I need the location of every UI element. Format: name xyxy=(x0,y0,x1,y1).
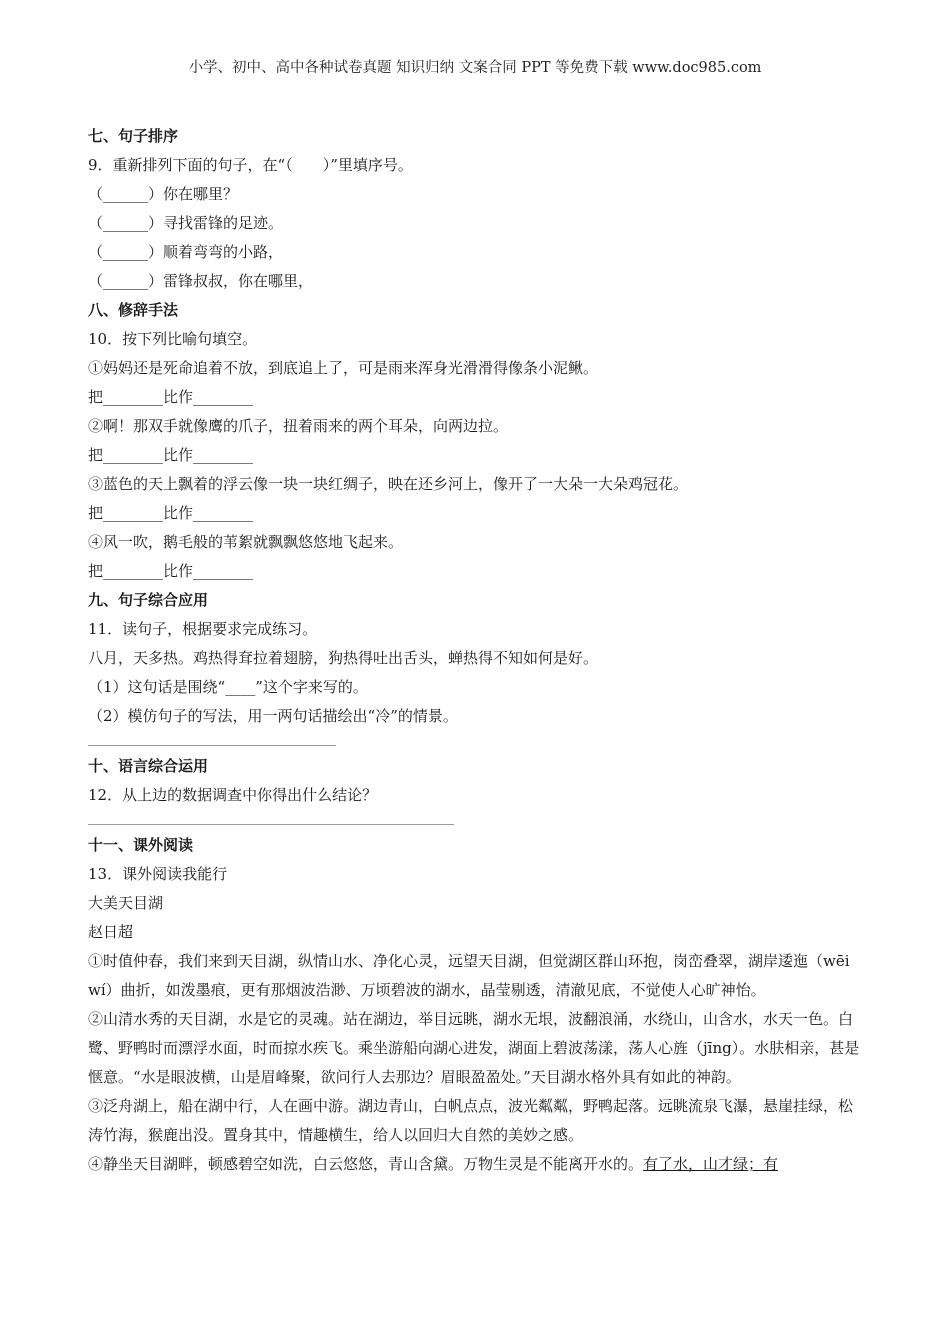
simile-fill-2[interactable]: 把________比作________ xyxy=(88,446,254,464)
simile-sentence-4: ④风一吹，鹅毛般的苇絮就飘飘悠悠地飞起来。 xyxy=(88,533,404,551)
question-11-part-2: （2）模仿句子的写法，用一两句话描绘出“冷”的情景。 xyxy=(88,707,458,725)
simile-fill-3[interactable]: 把________比作________ xyxy=(88,504,254,522)
section-title-9: 九、句子综合应用 xyxy=(88,591,209,609)
answer-line-11[interactable] xyxy=(88,745,336,746)
article-paragraph-4 xyxy=(88,1150,863,1179)
section-title-11: 十一、课外阅读 xyxy=(88,836,194,854)
simile-sentence-1: ①妈妈还是死命追着不放，到底追上了，可是雨来浑身光滑滑得像条小泥鳅。 xyxy=(88,359,599,377)
article-author: 赵日超 xyxy=(88,923,134,941)
underlined-sentence: 有了水，山才绿；有 xyxy=(643,1155,779,1173)
article-paragraph-4-text: ④静坐天目湖畔，顿感碧空如洗，白云悠悠，青山含黛。万物生灵是不能离开水的。 xyxy=(88,1155,644,1173)
order-item-2[interactable]: （______）寻找雷锋的足迹。 xyxy=(88,214,284,232)
section-title-8: 八、修辞手法 xyxy=(88,301,179,319)
article-paragraph-1: ①时值仲春，我们来到天目湖，纵情山水、净化心灵，远望天目湖，但觉湖区群山环抱，岗峦叠翠，湖岸逶迤（wēi wí）曲折，如泼墨痕，更有那烟波浩渺、万顷碧波的湖水，晶莹剔透，清澈见底，不觉使人心旷神怡。 xyxy=(88,952,865,999)
document-body xyxy=(88,122,863,1179)
simile-fill-4[interactable]: 把________比作________ xyxy=(88,562,254,580)
question-11: 11．读句子，根据要求完成练习。 xyxy=(88,620,318,638)
question-13: 13．课外阅读我能行 xyxy=(88,865,228,883)
simile-sentence-3: ③蓝色的天上飘着的浮云像一块一块红绸子，映在还乡河上，像开了一大朵一大朵鸡冠花。 xyxy=(88,475,689,493)
question-10: 10．按下列比喻句填空。 xyxy=(88,330,258,348)
simile-sentence-2: ②啊！那双手就像鹰的爪子，扭着雨来的两个耳朵，向两边拉。 xyxy=(88,417,509,435)
question-12: 12．从上边的数据调查中你得出什么结论？ xyxy=(88,786,378,804)
order-item-3[interactable]: （______）顺着弯弯的小路， xyxy=(88,243,284,261)
article-paragraph-3: ③泛舟湖上，船在湖中行，人在画中游。湖边青山，白帆点点，波光粼粼，野鸭起落。远眺流泉飞瀑，悬崖挂绿，松涛竹海，猴鹿出没。置身其中，情趣横生，给人以回归大自然的美妙之感。 xyxy=(88,1097,854,1144)
question-11-part-1: （1）这句话是围绕“____”这个字来写的。 xyxy=(88,678,368,696)
order-item-4[interactable]: （______）雷锋叔叔，你在哪里， xyxy=(88,272,314,290)
article-paragraph-2: ②山清水秀的天目湖，水是它的灵魂。站在湖边，举目远眺，湖水无垠，波翻浪涌，水绕山，山含水，水天一色。白鹭、野鸭时而漂浮水面，时而掠水疾飞。乘坐游船向湖心进发，湖面上碧波荡漾，荡人心旌（jīng）。水肤相亲，甚是惬意。“水是眼波横，山是眉峰聚，欲问行人去那边？眉眼盈盈处。”天目湖水格外具有如此的神韵。 xyxy=(88,1010,860,1086)
question-9: 9．重新排列下面的句子，在“（ ）”里填序号。 xyxy=(88,156,413,174)
simile-fill-1[interactable]: 把________比作________ xyxy=(88,388,254,406)
sample-sentence: 八月，天多热。鸡热得耷拉着翅膀，狗热得吐出舌头，蝉热得不知如何是好。 xyxy=(88,649,599,667)
article-title: 大美天目湖 xyxy=(88,894,164,912)
section-title-10: 十、语言综合运用 xyxy=(88,757,209,775)
page-header: 小学、初中、高中各种试卷真题 知识归纳 文案合同 PPT 等免费下载 www.doc985.com xyxy=(188,60,762,76)
answer-line-12[interactable] xyxy=(88,824,454,825)
order-item-1[interactable]: （______）你在哪里？ xyxy=(88,185,239,203)
section-title-7: 七、句子排序 xyxy=(88,127,179,145)
